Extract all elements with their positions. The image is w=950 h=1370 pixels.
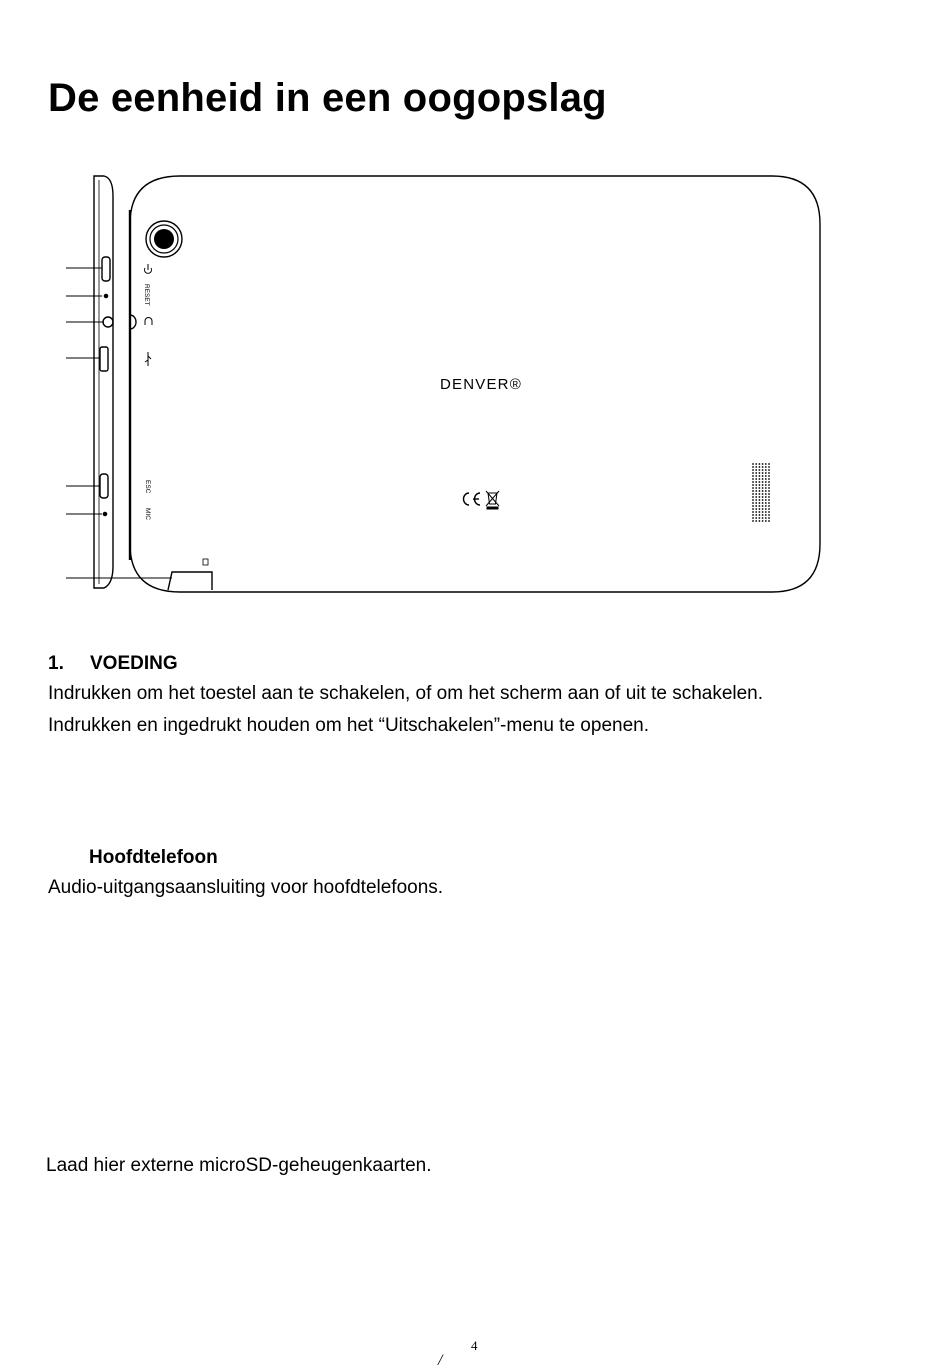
power-button xyxy=(102,257,110,281)
mic-hole xyxy=(103,512,106,515)
footer-mark: / xyxy=(438,1352,443,1369)
usb-port xyxy=(100,347,108,371)
sd-card-icon xyxy=(203,559,208,565)
ce-mark-icon xyxy=(464,493,481,505)
section-heading-voeding: VOEDING xyxy=(90,653,178,674)
page-title: De eenheid in een oogopslag xyxy=(48,76,607,120)
power-icon xyxy=(145,264,152,273)
page-number: 4 xyxy=(471,1338,478,1353)
voeding-line-1: Indrukken om het toestel aan te schakelen, of om het scherm aan of uit te schakelen. xyxy=(48,683,764,704)
reset-label: RESET xyxy=(143,284,150,306)
headphone-icon xyxy=(145,318,152,326)
section-heading-hoofdtelefoon: Hoofdtelefoon xyxy=(89,847,218,868)
esc-label: ESC xyxy=(144,480,151,494)
section-number-voeding: 1. xyxy=(48,653,64,674)
speaker-grille xyxy=(752,463,770,522)
sd-card-slot xyxy=(168,572,212,590)
esc-button xyxy=(100,474,108,498)
usb-icon xyxy=(145,352,151,366)
reset-hole xyxy=(104,294,107,297)
leader-lines xyxy=(66,268,172,578)
headphone-jack xyxy=(103,317,113,327)
camera-lens xyxy=(146,221,182,257)
microsd-text: Laad hier externe microSD-geheugenkaarten. xyxy=(46,1155,432,1176)
tablet-diagram xyxy=(0,165,950,605)
brand-logo: DENVER® xyxy=(440,376,522,393)
voeding-line-2: Indrukken en ingedrukt houden om het “Uitschakelen”-menu te openen. xyxy=(48,715,649,736)
hoofdtelefoon-text: Audio-uitgangsaansluiting voor hoofdtelefoons. xyxy=(48,877,444,898)
mic-label: MIC xyxy=(144,508,151,520)
weee-bin-icon xyxy=(486,491,499,509)
